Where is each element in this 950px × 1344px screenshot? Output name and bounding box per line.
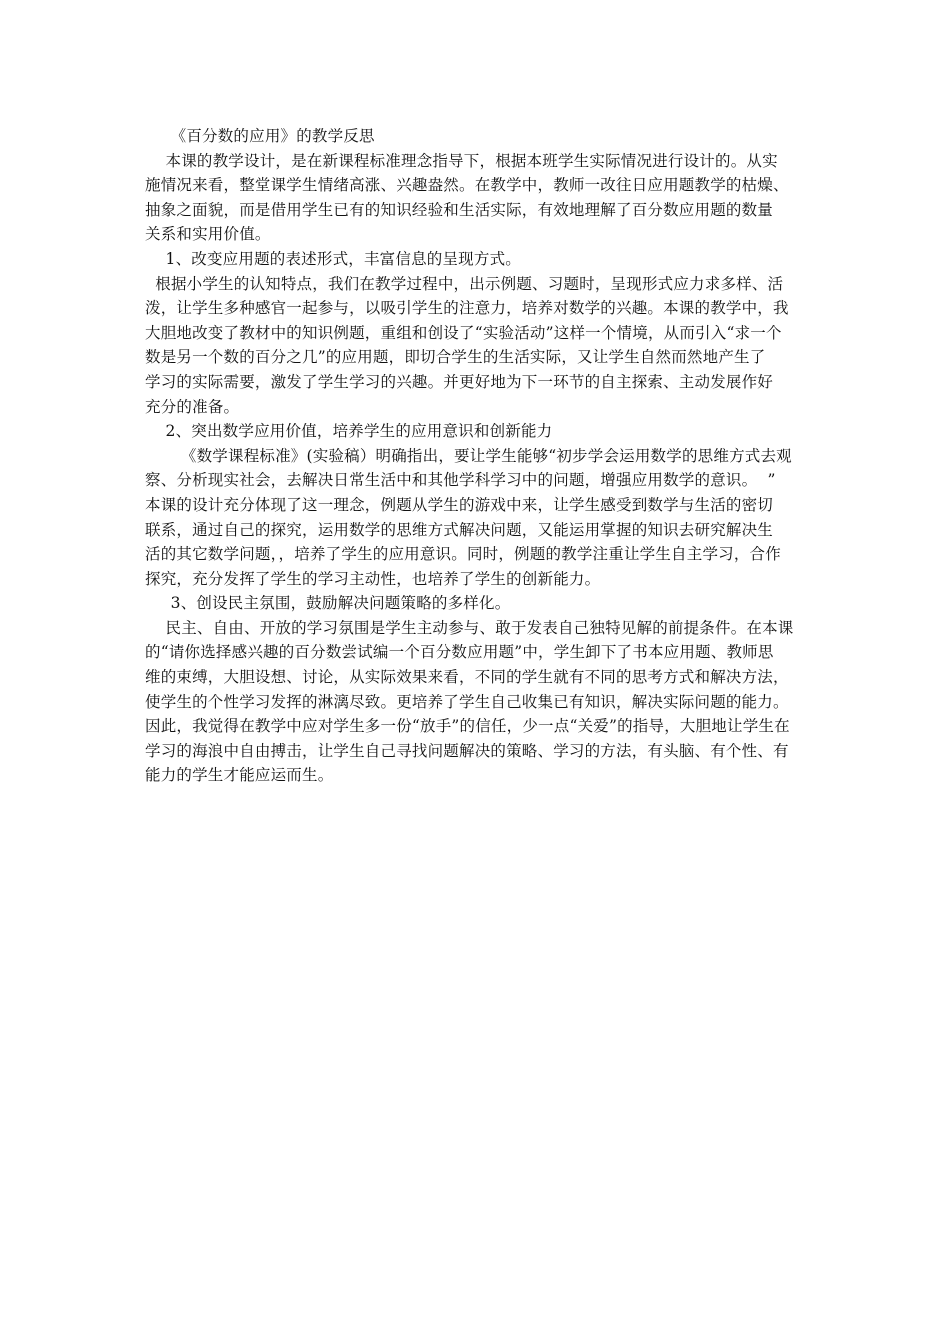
- text-line: 因此，我觉得在教学中应对学生多一份“放手”的信任，少一点“关爱”的指导，大胆地让学生在: [145, 717, 790, 736]
- text-line: 联系，通过自己的探究，运用数学的思维方式解决问题，又能运用掌握的知识去研究解决生: [145, 520, 774, 539]
- text-line: 充分的准备。: [145, 397, 240, 416]
- text-line: 学习的海浪中自由搏击，让学生自己寻找问题解决的策略、学习的方法，有头脑、有个性、有: [145, 741, 789, 760]
- document-body: [145, 124, 825, 788]
- text-line: 《数学课程标准》(实验稿）明确指出，要让学生能够“初步学会运用数学的思维方式去观: [145, 446, 792, 465]
- text-line: 的“请你选择感兴趣的百分数尝试编一个百分数应用题”中，学生卸下了书本应用题、教师思: [145, 643, 774, 662]
- document-title: 《百分数的应用》的教学反思: [145, 127, 375, 145]
- text-line: 根据小学生的认知特点，我们在教学过程中，出示例题、习题时，呈现形式应力求多样、活: [145, 274, 784, 293]
- text-line: 活的其它数学问题，，培养了学生的应用意识。同时，例题的教学注重让学生自主学习，合作: [145, 545, 781, 564]
- text-line: 察、分析现实社会，去解决日常生活中和其他学科学习中的问题，增强应用数学的意识。 ”: [145, 471, 776, 490]
- text-line: 1、改变应用题的表述形式，丰富信息的呈现方式。: [145, 249, 521, 268]
- text-line: 泼，让学生多种感官一起参与，以吸引学生的注意力，培养对数学的兴趣。本课的教学中，我: [145, 299, 789, 318]
- text-line: 学习的实际需要，激发了学生学习的兴趣。并更好地为下一环节的自主探索、主动发展作好: [145, 372, 774, 391]
- text-line: 抽象之面貌，而是借用学生已有的知识经验和生活实际，有效地理解了百分数应用题的数量: [145, 200, 774, 219]
- text-line: 3、创设民主氛围，鼓励解决问题策略的多样化。: [145, 594, 511, 613]
- text-line: 使学生的个性学习发挥的淋漓尽致。更培养了学生自己收集已有知识，解决实际问题的能力。: [145, 692, 789, 711]
- text-line: 维的束缚，大胆设想、讨论，从实际效果来看，不同的学生就有不同的思考方式和解决方法，: [145, 668, 789, 687]
- text-line: 2、突出数学应用价值，培养学生的应用意识和创新能力: [145, 422, 553, 441]
- text-line: 本课的设计充分体现了这一理念，例题从学生的游戏中来，让学生感受到数学与生活的密切: [145, 495, 774, 514]
- text-line: 本课的教学设计，是在新课程标准理念指导下，根据本班学生实际情况进行设计的。从实: [145, 151, 778, 170]
- text-line: 探究，充分发挥了学生的学习主动性，也培养了学生的创新能力。: [145, 569, 601, 588]
- text-line: 施情况来看，整堂课学生情绪高涨、兴趣盎然。在教学中，教师一改往日应用题教学的枯燥、: [145, 176, 789, 195]
- text-line: 能力的学生才能应运而生。: [145, 766, 334, 785]
- text-line: 关系和实用价值。: [145, 225, 271, 244]
- text-line: 大胆地改变了教材中的知识例题，重组和创设了“实验活动”这样一个情境，从而引入“求一个: [145, 323, 782, 342]
- text-line: 数是另一个数的百分之几”的应用题，即切合学生的生活实际，又让学生自然而然地产生了: [145, 348, 766, 367]
- text-line: 民主、自由、开放的学习氛围是学生主动参与、敢于发表自己独特见解的前提条件。在本课: [145, 618, 794, 637]
